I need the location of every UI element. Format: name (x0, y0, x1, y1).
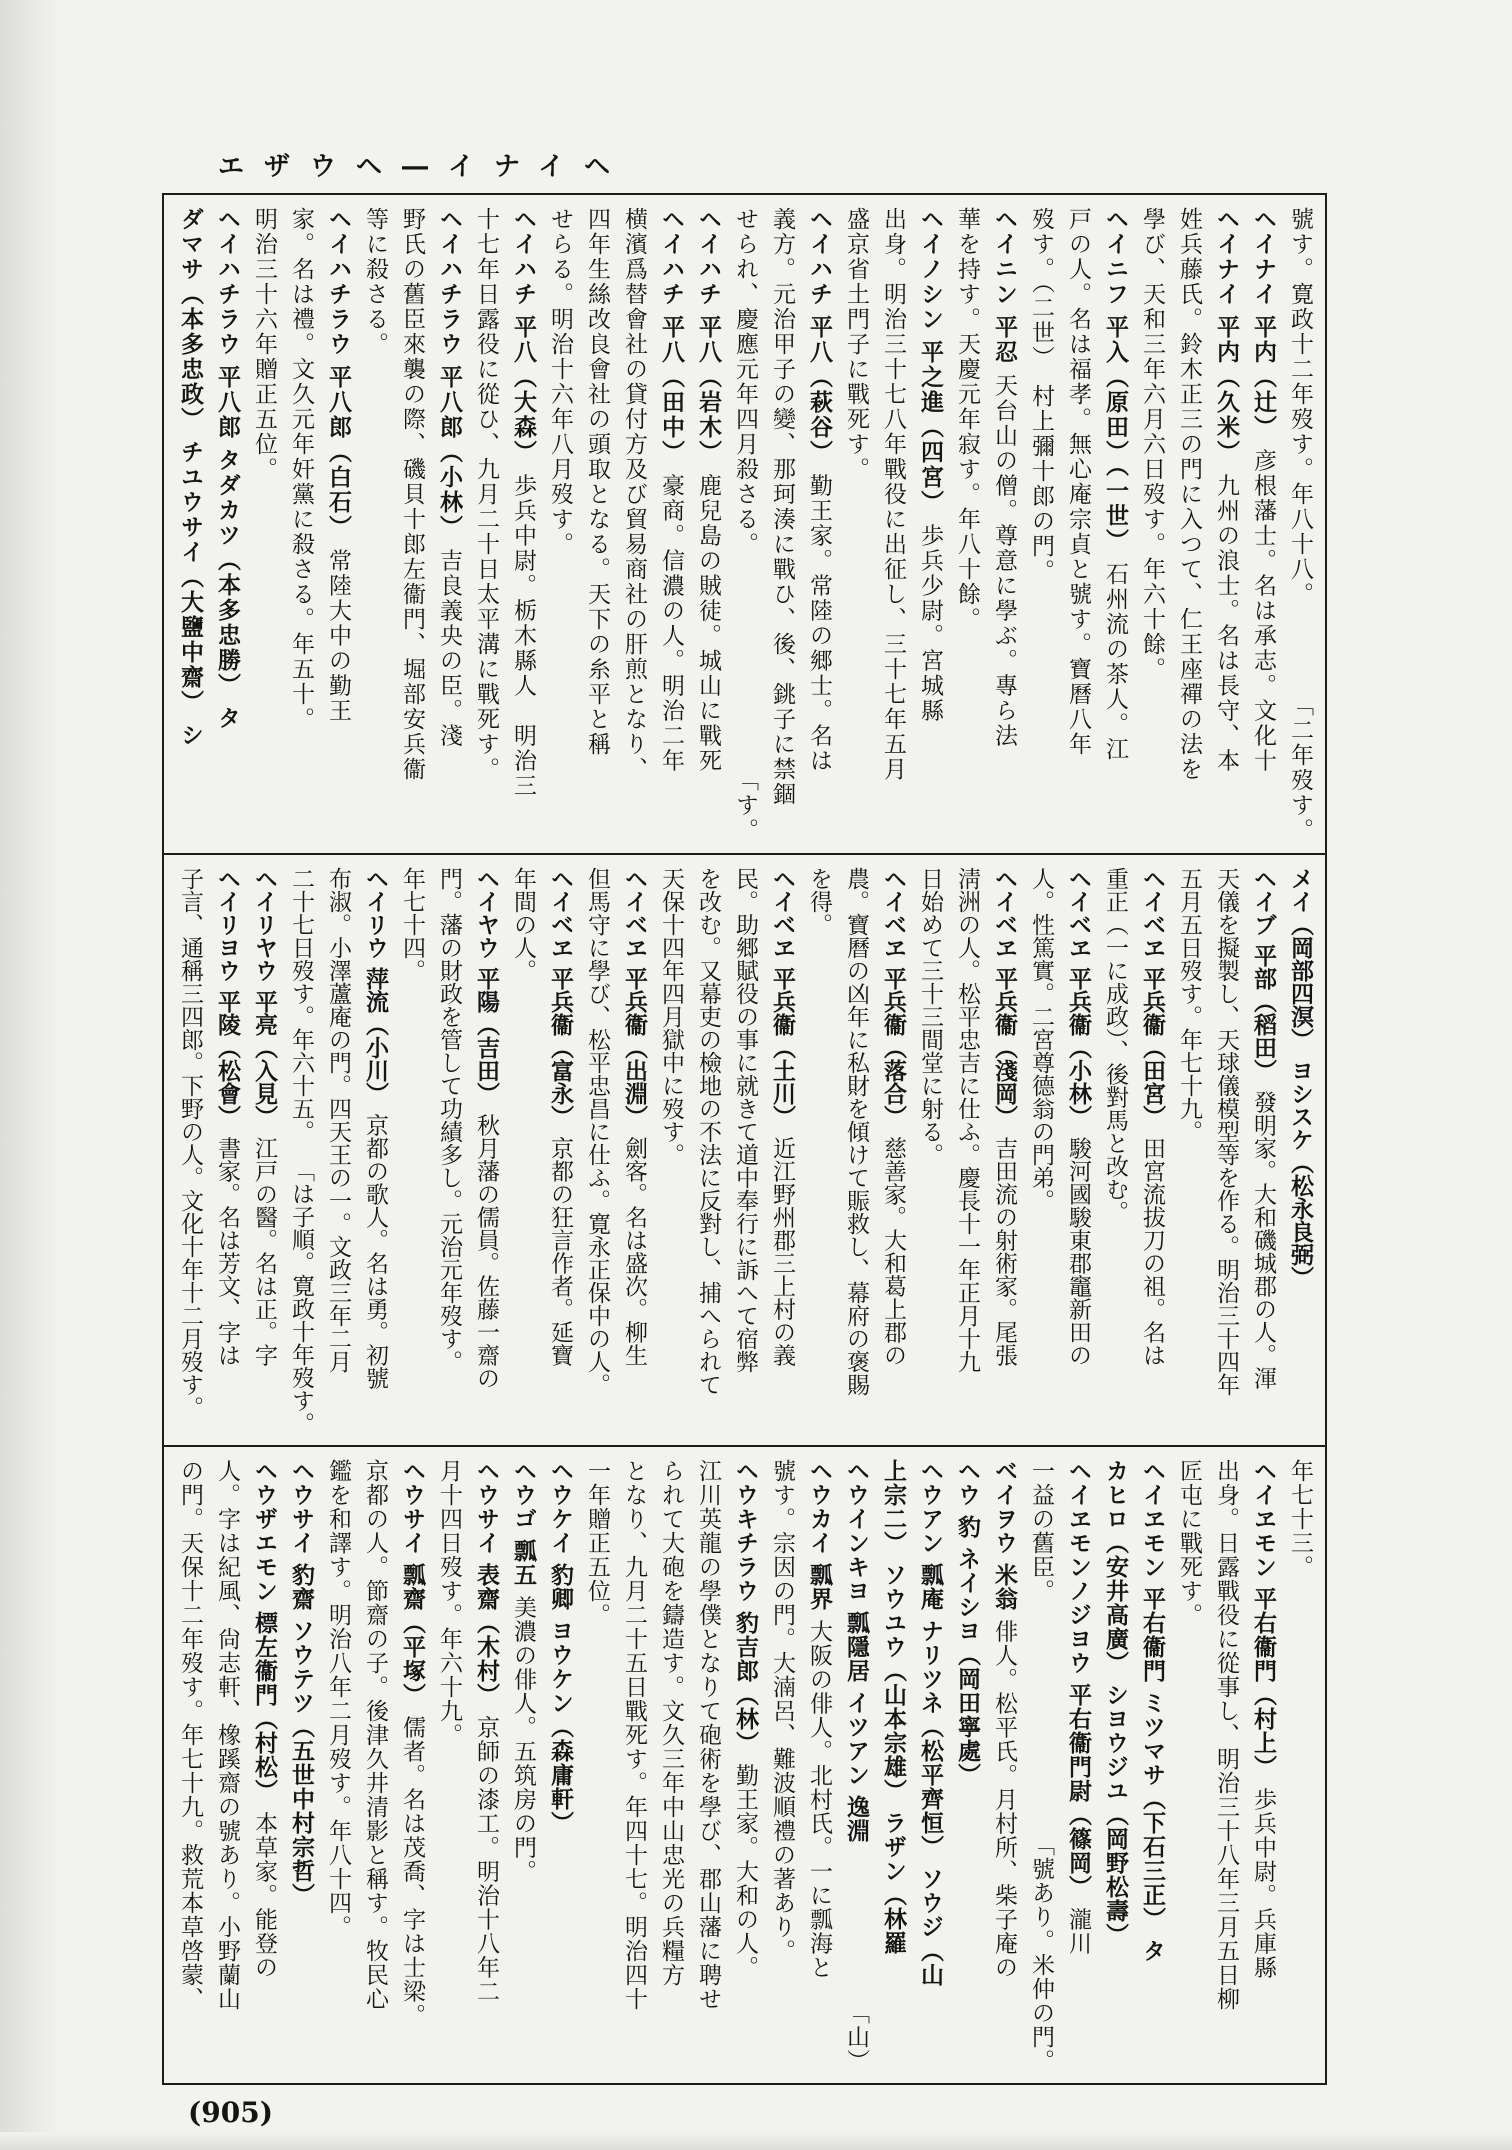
entry-text: 慈善家。大和葛上郡の (880, 1136, 906, 1367)
cross-reference: ナリツネ（松平齊恒） (917, 1619, 943, 1860)
text-column (800, 195, 837, 853)
entry-text: 農。寶曆の凶年に私財を傾けて賑救し、幕府の褒賜 (843, 867, 869, 1396)
entry-text: 豪商。信濃の人。明治二年 (658, 473, 684, 774)
entry-text: 出身。日露戰役に從事し、明治三十八年三月五日柳 (1213, 1459, 1239, 2011)
entry-text: 日始めて三十三間堂に射る。 (917, 867, 943, 1166)
text-column (911, 195, 948, 853)
entry-name: 平八（岩木） (695, 315, 721, 466)
cross-reference: 上宗二） (880, 1459, 906, 1555)
text-column (393, 855, 430, 1445)
entry-text: 駿河國駿東郡竈新田の (1065, 1136, 1091, 1367)
text-column (393, 195, 430, 853)
text-column (911, 855, 948, 1445)
entry-text: 年七十三。 (1287, 1459, 1313, 1579)
entry-text: 學び、天和三年六月六日歿す。年六十餘。 (1139, 207, 1165, 682)
text-column (652, 195, 689, 853)
cross-reference: ソウジ（山 (917, 1867, 943, 1988)
entry-reading: ヘイナイ (1213, 207, 1239, 307)
tier-middle (164, 855, 1325, 1447)
entry-name: 平内（久米） (1213, 315, 1239, 466)
entry-reading: ヘイハチラウ (214, 207, 240, 357)
entry-text: 江川英龍の學僕となりて砲術を學び、郡山藩に聘せ (695, 1459, 721, 2011)
entry-text: 勤王家。大和の人。 (732, 1763, 758, 1980)
text-column (356, 1447, 393, 2083)
text-column (1059, 195, 1096, 853)
entry-text: 但馬守に學び、松平忠昌に仕ふ。寛永正保中の人。 (584, 867, 610, 1396)
cross-reference: カヒロ（安井高廣） (1102, 1459, 1128, 1675)
entry-text: 京都の歌人。名は勇。初號 (362, 1113, 388, 1390)
entry-reading: ヘウキチラウ (732, 1459, 758, 1603)
text-column (615, 195, 652, 853)
cross-reference: ヨシスケ（松永良弼） (1287, 1059, 1313, 1290)
cross-reference: ソウテツ（五世中村宗哲） (288, 1619, 314, 1908)
text-column (504, 195, 541, 853)
entry-name: 平兵衞（土川） (769, 967, 795, 1129)
text-column (504, 1447, 541, 2083)
text-column (763, 195, 800, 853)
entry-name: 平内（辻） (1250, 315, 1276, 441)
entry-text: 民。助郷賦役の事に就きて道中奉行に訴へて宿弊 (732, 867, 758, 1373)
entry-reading: ヘイヱモン (1250, 1459, 1276, 1579)
entry-reading: ヘウアン (917, 1459, 943, 1555)
text-column (652, 1447, 689, 2083)
text-column (837, 195, 874, 853)
cross-reference: タ (1139, 1939, 1165, 1964)
text-column (763, 1447, 800, 2083)
entry-text: 常陸大中の勤王 (325, 548, 351, 724)
text-column (171, 195, 208, 853)
entry-reading: ヘウサイ (288, 1459, 314, 1555)
entry-reading: ヘイベヱ (769, 867, 795, 959)
text-column (1133, 855, 1170, 1445)
text-column (356, 195, 393, 853)
entry-reading: ヘウ (954, 1459, 980, 1507)
continuation-text: 「山） (843, 2001, 869, 2073)
entry-text: 吉良義央の臣。淺 (436, 548, 462, 749)
entry-reading: ヘウサイ (399, 1459, 425, 1555)
text-column (578, 855, 615, 1445)
entry-reading: ヘイハチ (510, 207, 536, 307)
text-column (319, 855, 356, 1445)
text-column (430, 855, 467, 1445)
entry-text: 書家。名は芳文、字は (214, 1136, 240, 1367)
continuation-text: 「す。 (732, 768, 758, 843)
entry-reading: ベイヲウ (991, 1459, 1017, 1555)
text-column (1022, 855, 1059, 1445)
text-column (763, 855, 800, 1445)
entry-name: 豹 (954, 1515, 980, 1540)
entry-text: 鹿兒島の賊徒。城山に戰死 (695, 473, 721, 774)
entry-reading: ヘイベヱ (1065, 867, 1091, 959)
entry-name: 平八（大森） (510, 315, 536, 466)
dictionary-page-frame (162, 193, 1327, 2085)
entry-name: 平部（稻田） (1250, 944, 1276, 1083)
continuation-text: 「號あり。米仲の門。 (1028, 1833, 1054, 2073)
text-column (578, 195, 615, 853)
text-column (245, 1447, 282, 2083)
scan-edge (0, 2132, 1512, 2150)
cross-reference: タダカツ（本多忠勝） (214, 448, 240, 699)
entry-text: 石州流の茶人。江 (1102, 561, 1128, 762)
entry-text: 出身。明治三十七八年戰役に出征し、三十七年五月 (880, 207, 906, 782)
entry-reading: ヘウゴ (510, 1459, 536, 1531)
text-column (208, 855, 245, 1445)
entry-text: 鑑を和譯す。明治八年二月歿す。年八十四。 (325, 1459, 351, 1939)
entry-name: 平陽（吉田） (473, 967, 499, 1106)
entry-reading: ヘイベヱ (880, 867, 906, 959)
tier-top (164, 195, 1325, 855)
entry-name: 平忍 (991, 315, 1017, 366)
entry-name: 萍流（小川） (362, 967, 388, 1106)
entry-text: 重正（一に成政）、後對馬と改む。 (1102, 867, 1128, 1224)
entry-text: 劍客。名は盛次。柳生 (621, 1136, 647, 1367)
page-number: (905) (188, 2096, 273, 2129)
entry-reading: ヘイニフ (1102, 207, 1128, 307)
text-column (948, 855, 985, 1445)
entry-name: 平八郎（小林） (436, 365, 462, 541)
entry-text: 勤王家。常陸の郷士。名は (806, 473, 832, 774)
cross-reference: メイ（岡部四溟） (1287, 867, 1313, 1051)
cross-reference: チユウサイ（大鹽中齋） (177, 440, 203, 716)
text-column (208, 1447, 245, 2083)
text-column (985, 855, 1022, 1445)
entry-reading: ヘウケイ (547, 1459, 573, 1555)
entry-text: となり、九月二十五日戰死す。年四十七。明治四十 (621, 1459, 647, 2011)
cross-reference: ダマサ（本多忠政） (177, 207, 203, 432)
entry-name: 瓢隱居 (843, 1611, 869, 1684)
text-column (541, 195, 578, 853)
entry-name: 平八郎（白石） (325, 365, 351, 541)
text-column (726, 195, 763, 853)
entry-reading: ヘイニン (991, 207, 1017, 307)
entry-text: 横濱爲替會社の貸付方及び貿易商社の肝煎となり、 (621, 207, 647, 782)
entry-text: 天台山の僧。尊意に學ぶ。專ら法 (991, 373, 1017, 749)
text-column (874, 855, 911, 1445)
entry-text: 年間の人。 (510, 867, 536, 982)
text-column (171, 855, 208, 1445)
continuation-text: 「は子順。寛政十年歿す。 (288, 1159, 314, 1435)
entry-name: 平陵（松會） (214, 990, 240, 1129)
entry-name: 米翁 (991, 1563, 1017, 1612)
entry-text: 義方。元治甲子の變、那珂湊に戰ひ、後、銚子に禁錮 (769, 207, 795, 807)
entry-name: 平之進（四宮） (917, 340, 943, 516)
text-column (1170, 195, 1207, 853)
entry-text: 田宮流拔刀の祖。名は (1139, 1136, 1165, 1367)
entry-text: 吉田流の射術家。尾張 (991, 1136, 1017, 1367)
entry-reading: ヘイハチ (658, 207, 684, 307)
entry-text: 大阪の俳人。北村氏。一に瓢海と (806, 1619, 832, 1980)
entry-reading: ヘイベヱ (547, 867, 573, 959)
entry-text: 號す。宗因の門。大湳呂、難波順禮の著あり。 (769, 1459, 795, 1963)
entry-text: 瀧川 (1065, 1907, 1091, 1956)
text-column (1059, 1447, 1096, 2083)
text-column (282, 195, 319, 853)
entry-text: せらる。明治十六年八月歿す。 (547, 207, 573, 557)
entry-text: 盛京省土門子に戰死す。 (843, 207, 869, 482)
text-column (245, 855, 282, 1445)
entry-text: 野氏の舊臣來襲の際、磯貝十郎左衞門、堀部安兵衞 (399, 207, 425, 782)
cross-reference: ラザン（林羅 (880, 1811, 906, 1956)
entry-text: 一年贈正五位。 (584, 1459, 610, 1627)
entry-name: 平入（原田）（一世） (1102, 315, 1128, 554)
text-column (541, 855, 578, 1445)
entry-reading: ヘウカイ (806, 1459, 832, 1555)
text-column (282, 1447, 319, 2083)
entry-text: 歩兵少尉。宮城縣 (917, 523, 943, 724)
entry-name: 平八（田中） (658, 315, 684, 466)
entry-reading: ヘイブ (1250, 867, 1276, 936)
text-column (171, 1447, 208, 2083)
entry-reading: ヘイリヤウ (251, 867, 277, 982)
entry-text: 布淑。小澤蘆庵の門。四天王の一。文政三年二月 (325, 867, 351, 1373)
entry-name: 平兵衞（淺岡） (991, 967, 1017, 1129)
entry-reading: ヘイヤウ (473, 867, 499, 959)
scan-edge (0, 0, 60, 2150)
cross-reference: ソウユウ（山本宗雄） (880, 1563, 906, 1804)
entry-text: 秋月藩の儒員。佐藤一齋の (473, 1113, 499, 1390)
text-column (208, 195, 245, 853)
entry-text: 匠屯に戰死す。 (1176, 1459, 1202, 1627)
cross-reference: タ (214, 706, 240, 732)
text-column (948, 1447, 985, 2083)
text-column (1207, 855, 1244, 1445)
text-column (1133, 195, 1170, 853)
entry-name: 平兵衞（富永） (547, 967, 573, 1129)
entry-text: を改む。又幕吏の檢地の不法に反對し、捕へられて (695, 867, 721, 1396)
continuation-text: 「二年歿す。 (1287, 693, 1313, 843)
text-column (1281, 1447, 1318, 2083)
entry-reading: ヘイベヱ (991, 867, 1017, 959)
entry-name: 平兵衞（田宮） (1139, 967, 1165, 1129)
text-column (1244, 855, 1281, 1445)
text-column (356, 855, 393, 1445)
cross-reference: ネイシヨ（岡田寧處） (954, 1547, 980, 1788)
entry-text: 姓兵藤氏。鈴木正三の門に入つて、仁王座禪の法を (1176, 207, 1202, 782)
cross-reference: イツアン (843, 1691, 869, 1788)
entry-reading: ヘイナイ (1250, 207, 1276, 307)
text-column (800, 1447, 837, 2083)
entry-text: 戸の人。名は福孝。無心庵宗貞と號す。寶曆八年 (1065, 207, 1091, 757)
entry-text: 號す。寛政十二年歿す。年八十八。 (1287, 207, 1313, 607)
entry-name: 標左衞門（村松） (251, 1611, 277, 1804)
entry-text: 家。名は禮。文久元年奸黨に殺さる。年五十。 (288, 207, 314, 732)
text-column (504, 855, 541, 1445)
text-column (430, 195, 467, 853)
entry-name: 平兵衞（出淵） (621, 967, 647, 1129)
entry-reading: ヘイベヱ (621, 867, 647, 959)
entry-name: 瓢庵 (917, 1563, 943, 1612)
entry-name: 平兵衞（小林） (1065, 967, 1091, 1129)
text-column (1244, 195, 1281, 853)
entry-text: 天保十四年四月獄中に歿す。 (658, 867, 684, 1166)
entry-name: 豹卿 (547, 1563, 573, 1612)
entry-text: を得。 (806, 867, 832, 936)
entry-text: の門。天保十二年歿す。年七十九。救荒本草啓蒙、 (177, 1459, 203, 2011)
text-column (652, 855, 689, 1445)
text-column (430, 1447, 467, 2083)
text-column (1059, 855, 1096, 1445)
text-column (467, 1447, 504, 2083)
text-column (467, 195, 504, 853)
entry-name: 瓢界 (806, 1563, 832, 1612)
entry-text: 江戸の醫。名は正。字 (251, 1136, 277, 1367)
entry-text: 近江野州郡三上村の義 (769, 1136, 795, 1367)
text-column (911, 1447, 948, 2083)
text-column (948, 195, 985, 853)
running-head: エザウヘ―イナイヘ (218, 152, 631, 182)
text-column (985, 195, 1022, 853)
text-column (1022, 195, 1059, 853)
entry-reading: ヘイヱモン (1139, 1459, 1165, 1579)
entry-name: 平兵衞（落合） (880, 967, 906, 1129)
entry-text: 明治三十六年贈正五位。 (251, 207, 277, 482)
cross-reference: シヨウジユ（岡野松壽） (1102, 1683, 1128, 1948)
text-column (1281, 855, 1318, 1445)
text-column (319, 1447, 356, 2083)
entry-reading: ヘイリヨウ (214, 867, 240, 982)
entry-text: 四年生絲改良會社の頭取となる。天下の糸平と稱 (584, 207, 610, 757)
text-column (985, 1447, 1022, 2083)
entry-text: 華を持す。天慶元年寂す。年八十餘。 (954, 207, 980, 632)
entry-name: 平右衞門尉（篠岡） (1065, 1683, 1091, 1900)
text-column (282, 855, 319, 1445)
cross-reference: 逸淵 (843, 1795, 869, 1844)
text-column (874, 195, 911, 853)
entry-text: 歿す。（二世） 村上彌十郎の門。 (1028, 207, 1054, 584)
text-column (1096, 1447, 1133, 2083)
entry-reading: ヘイノシン (917, 207, 943, 332)
entry-text: 人。字は紀風、尙志軒、橡蹊齋の號あり。小野蘭山 (214, 1459, 240, 2011)
entry-text: 美濃の俳人。五筑房の門。 (510, 1595, 536, 1884)
entry-text: せられ、慶應元年四月殺さる。 (732, 207, 758, 557)
text-column (1207, 1447, 1244, 2083)
text-column (615, 855, 652, 1445)
entry-name: 豹吉郎（林） (732, 1611, 758, 1756)
entry-reading: ヘイハチラウ (436, 207, 462, 357)
entry-name: 豹齋 (288, 1563, 314, 1612)
entry-text: 人。性篤實。二宮尊德翁の門弟。 (1028, 867, 1054, 1212)
cross-reference: ミツマサ（下石三正） (1139, 1691, 1165, 1932)
text-column (689, 855, 726, 1445)
entry-text: 門。藩の財政を管して功績多し。元治元年歿す。 (436, 867, 462, 1373)
text-column (467, 855, 504, 1445)
entry-text: 二十七日歿す。年六十五。 (288, 867, 314, 1143)
entry-text: 本草家。能登の (251, 1811, 277, 1980)
text-column (1281, 195, 1318, 853)
text-column (837, 855, 874, 1445)
entry-text: 年七十四。 (399, 867, 425, 982)
entry-text: 京都の人。節齋の子。後津久井清影と稱す。牧民心 (362, 1459, 388, 2011)
text-column (1170, 855, 1207, 1445)
entry-reading: ヘウインキヨ (843, 1459, 869, 1603)
entry-text: 京師の漆工。明治十八年二 (473, 1715, 499, 2004)
entry-reading: ヘウザエモン (251, 1459, 277, 1603)
entry-name: 平八郎 (214, 365, 240, 441)
entry-text: 歩兵中尉。栃木縣人 明治三 (510, 473, 536, 799)
entry-text: 淸洲の人。松平忠吉に仕ふ。慶長十一年正月十九 (954, 867, 980, 1373)
text-column (245, 195, 282, 853)
entry-reading: ヘイヱモンノジヨウ (1065, 1459, 1091, 1675)
text-column (1244, 1447, 1281, 2083)
text-column (689, 1447, 726, 2083)
entry-name: 平亮（入見） (251, 990, 277, 1129)
entry-reading: ヘイハチ (695, 207, 721, 307)
text-column (319, 195, 356, 853)
entry-name: 瓢齋（平塚） (399, 1563, 425, 1708)
entry-text: 歩兵中尉。兵庫縣 (1250, 1787, 1276, 1980)
entry-text: 俳人。松平氏。月村所、柴子庵の (991, 1619, 1017, 1980)
text-column (578, 1447, 615, 2083)
text-column (689, 195, 726, 853)
entry-reading: ヘイベヱ (1139, 867, 1165, 959)
text-column (800, 855, 837, 1445)
entry-name: 瓢五 (510, 1539, 536, 1588)
entry-text: られて大砲を鑄造す。文久三年中山忠光の兵糧方 (658, 1459, 684, 1987)
entry-reading: ヘイハチ (806, 207, 832, 307)
entry-text: 五月五日歿す。年七十九。 (1176, 867, 1202, 1143)
entry-text: 九州の浪士。名は長守、本 (1213, 473, 1239, 774)
cross-reference: ヨウケン（森庸軒） (547, 1619, 573, 1836)
text-column (837, 1447, 874, 2083)
entry-reading: ヘイハチラウ (325, 207, 351, 357)
text-column (1133, 1447, 1170, 2083)
entry-text: 一益の舊臣。 (1028, 1459, 1054, 1603)
entry-name: 平八（萩谷） (806, 315, 832, 466)
text-column (726, 1447, 763, 2083)
entry-text: 子言、通稱三四郎。下野の人。文化十年十二月歿す。 (177, 867, 203, 1419)
text-column (1096, 855, 1133, 1445)
text-column (393, 1447, 430, 2083)
entry-text: 月十四日歿す。年六十九。 (436, 1459, 462, 1747)
tier-bottom (164, 1447, 1325, 2083)
entry-name: 平右衞門（村上） (1250, 1587, 1276, 1780)
entry-text: 天儀を擬製し、天球儀模型等を作る。明治三十四年 (1213, 867, 1239, 1396)
entry-reading: ヘイリウ (362, 867, 388, 959)
entry-name: 表齋（木村） (473, 1563, 499, 1708)
entry-text: 等に殺さる。 (362, 207, 388, 357)
text-column (726, 855, 763, 1445)
text-column (874, 1447, 911, 2083)
entry-reading: ヘウサイ (473, 1459, 499, 1555)
text-column (1207, 195, 1244, 853)
entry-text: 發明家。大和磯城郡の人。渾 (1250, 1090, 1276, 1390)
text-column (1022, 1447, 1059, 2083)
text-column (1096, 195, 1133, 853)
entry-name: 平右衞門 (1139, 1587, 1165, 1684)
text-column (1170, 1447, 1207, 2083)
entry-text: 京都の狂言作者。延寶 (547, 1136, 573, 1367)
cross-reference: シ (177, 723, 203, 749)
text-column (615, 1447, 652, 2083)
entry-text: 儒者。名は茂喬、字は士梁。 (399, 1715, 425, 2028)
text-column (541, 1447, 578, 2083)
entry-text: 彦根藩士。名は承志。文化十 (1250, 448, 1276, 774)
entry-text: 十七年日露役に從ひ、九月二十日太平溝に戰死す。 (473, 207, 499, 782)
